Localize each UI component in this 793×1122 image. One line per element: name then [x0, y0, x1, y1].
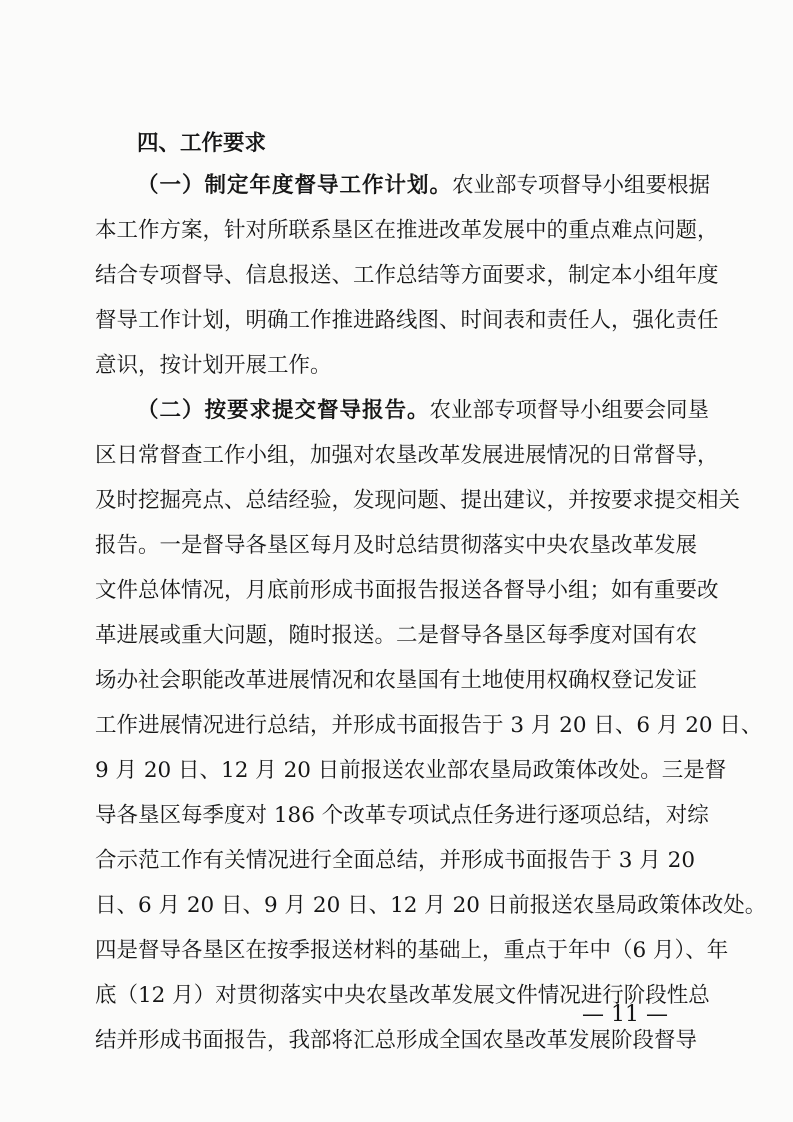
item2-text-line-12: 四是督导各垦区在按季报送材料的基础上，重点于年中（6 月）、年: [95, 938, 729, 963]
item2-title: （二）按要求提交督导报告。: [137, 398, 430, 423]
item1-text-line-1: 本工作方案，针对所联系垦区在推进改革发展中的重点难点问题，: [95, 218, 719, 243]
item2-text-line-0: 农业部专项督导小组要会同垦: [429, 398, 710, 423]
item2-text-line-4: 文件总体情况，月底前形成书面报告报送各督导小组；如有重要改: [95, 578, 719, 603]
item2-text-line-11: 日、6 月 20 日、9 月 20 日、12 月 20 日前报送农垦局政策体改处。: [95, 893, 767, 918]
item1-text-line-0: 农业部专项督导小组要根据: [452, 173, 711, 198]
item1-first-line: [137, 165, 711, 207]
item2-text-line-6: 场办社会职能改革进展情况和农垦国有土地使用权确权登记发证: [95, 668, 698, 693]
page-number: — 11 —: [582, 1002, 668, 1027]
item1-text-line-3: 督导工作计划，明确工作推进路线图、时间表和责任人，强化责任: [95, 308, 719, 333]
item1-text-line-2: 结合专项督导、信息报送、工作总结等方面要求，制定本小组年度: [95, 263, 719, 288]
item1-text-line-4: 意识，按计划开展工作。: [95, 353, 332, 378]
item1-title: （一）制定年度督导工作计划。: [137, 173, 453, 198]
item2-text-line-10: 合示范工作有关情况进行全面总结，并形成书面报告于 3 月 20: [95, 848, 695, 873]
item2-text-line-5: 革进展或重大问题，随时报送。二是督导各垦区每季度对国有农: [95, 623, 698, 648]
item2-text-line-8: 9 月 20 日、12 月 20 日前报送农业部农垦局政策体改处。三是督: [95, 758, 727, 783]
item2-first-line: [137, 390, 710, 432]
item2-text-line-13: 底（12 月）对贯彻落实中央农垦改革发展文件情况进行阶段性总: [95, 983, 710, 1008]
item2-text-line-7: 工作进展情况进行总结，并形成书面报告于 3 月 20 日、6 月 20 日、: [95, 713, 763, 738]
item2-text-line-14: 结并形成书面报告，我部将汇总形成全国农垦改革发展阶段督导: [95, 1028, 698, 1053]
item2-text-line-3: 报告。一是督导各垦区每月及时总结贯彻落实中央农垦改革发展: [95, 533, 698, 558]
item2-text-line-2: 及时挖掘亮点、总结经验，发现问题、提出建议，并按要求提交相关: [95, 488, 741, 513]
item2-text-line-1: 区日常督查工作小组，加强对农垦改革发展进展情况的日常督导，: [95, 443, 719, 468]
section-heading: 四、工作要求: [137, 131, 267, 156]
item2-text-line-9: 导各垦区每季度对 186 个改革专项试点任务进行逐项总结，对综: [95, 803, 709, 828]
